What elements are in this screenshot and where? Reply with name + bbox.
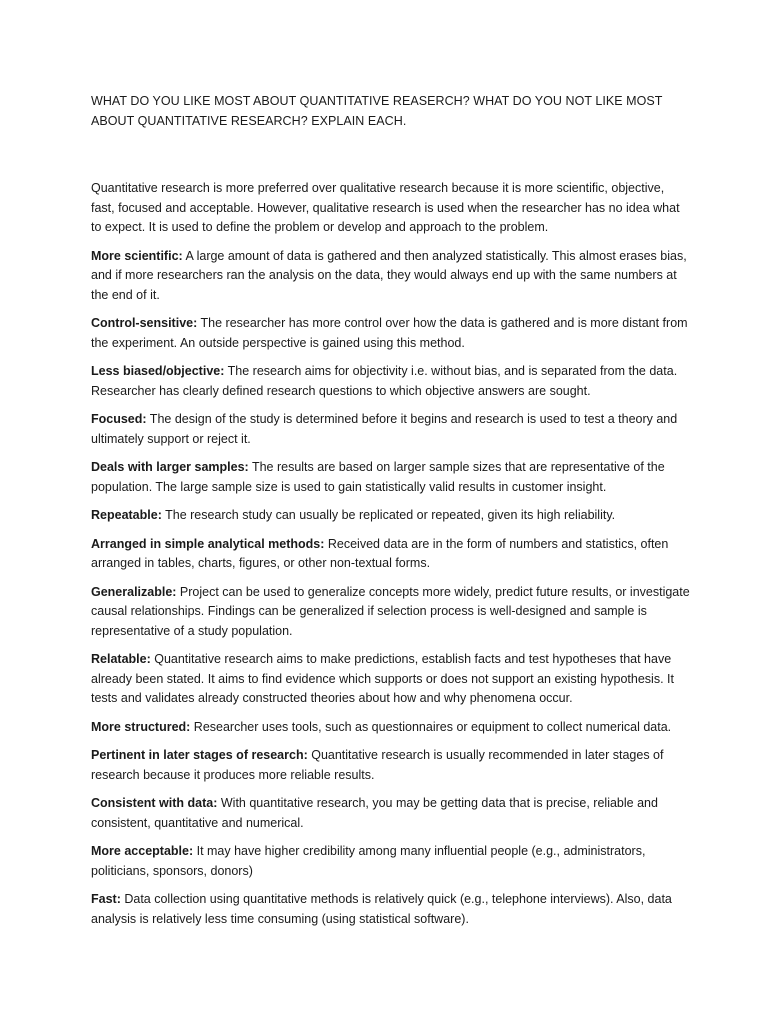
paragraph-term: Arranged in simple analytical methods:: [91, 536, 325, 551]
paragraph-text: The researcher has more control over how the data is gathered and is more distant from the experiment. An outside perspective is gained using this method.: [91, 316, 688, 350]
paragraph-term: Repeatable:: [91, 508, 162, 522]
paragraph-term: Generalizable:: [91, 584, 177, 599]
paragraph-analytical-methods: [91, 535, 691, 574]
paragraph-text: Project can be used to generalize concepts more widely, predict future results, or investigate causal relationships. Findings can be generalized if selection process is well-designed and sample is representative of a study population.: [91, 584, 690, 638]
paragraph-term: Control-sensitive:: [91, 316, 198, 330]
paragraph-text: The design of the study is determined before it begins and research is used to test a theory and ultimately support or reject it.: [91, 412, 678, 446]
paragraph-term: Pertinent in later stages of research:: [91, 748, 308, 762]
paragraph-text: Researcher uses tools, such as questionnaires or equipment to collect numerical data.: [190, 719, 672, 734]
paragraph-more-scientific: [91, 247, 691, 306]
document-heading: WHAT DO YOU LIKE MOST ABOUT QUANTITATIVE REASERCH? WHAT DO YOU NOT LIKE MOST ABOUT QUANTITATIVE RESEARCH? EXPLAIN EACH.: [91, 94, 663, 128]
paragraph-text: The research study can usually be replicated or repeated, given its high reliability.: [161, 508, 616, 522]
paragraph-more-structured: [91, 718, 691, 738]
paragraph-text: The research aims for objectivity i.e. without bias, and is separated from the data. Researcher has clearly defined research questions to which objective answers are sought.: [91, 364, 678, 398]
paragraph-term: More acceptable:: [91, 844, 194, 858]
paragraph-control-sensitive: [91, 314, 691, 353]
paragraph-more-acceptable: [91, 842, 691, 881]
paragraph-text: Received data are in the form of numbers and statistics, often arranged in tables, charts, figures, or other non-textual forms.: [91, 536, 669, 570]
paragraph-term: Relatable:: [91, 652, 151, 666]
paragraph-text: A large amount of data is gathered and then analyzed statistically. This almost erases bias, and if more researchers ran the analysis on the data, they would always end up with the same numbers at the end of it.: [91, 248, 687, 302]
paragraph-pertinent: [91, 746, 691, 785]
document-page: [91, 92, 691, 938]
paragraph-term: Fast:: [91, 892, 121, 906]
intro-paragraph: Quantitative research is more preferred over qualitative research because it is more scientific, objective, fast, focused and acceptable. However, qualitative research is used when the researcher has no idea what to expect. It is used to define the problem or develop and approach to the problem.: [91, 181, 680, 234]
paragraph-generalizable: [91, 583, 691, 642]
paragraph-repeatable: [91, 506, 691, 526]
paragraph-text: Data collection using quantitative methods is relatively quick (e.g., telephone interviews). Also, data analysis is relatively less time consuming (using statistical software).: [91, 892, 672, 926]
paragraph-focused: [91, 410, 691, 449]
paragraph-larger-samples: [91, 458, 691, 497]
paragraph-fast: [91, 890, 691, 929]
paragraph-term: Focused:: [91, 412, 147, 426]
paragraph-less-biased: [91, 362, 691, 401]
paragraph-text: Quantitative research is usually recommended in later stages of research because it produces more reliable results.: [91, 748, 664, 782]
paragraph-term: Deals with larger samples:: [91, 460, 249, 474]
paragraph-text: The results are based on larger sample sizes that are representative of the population. The large sample size is used to gain statistically valid results in customer insight.: [91, 460, 665, 494]
paragraph-term: More scientific:: [91, 248, 183, 263]
paragraph-term: Consistent with data:: [91, 796, 218, 810]
paragraph-relatable: [91, 650, 691, 709]
paragraph-consistent: [91, 794, 691, 833]
paragraph-term: Less biased/objective:: [91, 364, 225, 378]
paragraph-text: With quantitative research, you may be getting data that is precise, reliable and consistent, quantitative and numerical.: [91, 796, 658, 830]
paragraph-term: More structured:: [91, 719, 191, 734]
paragraph-text: It may have higher credibility among many influential people (e.g., administrators, politicians, sponsors, donors): [91, 844, 646, 878]
paragraph-text: Quantitative research aims to make predictions, establish facts and test hypotheses that have already been stated. It aims to find evidence which supports or does not support an existing hypothesis. It tests and validates already constructed theories about how and why phenomena occur.: [91, 652, 674, 705]
